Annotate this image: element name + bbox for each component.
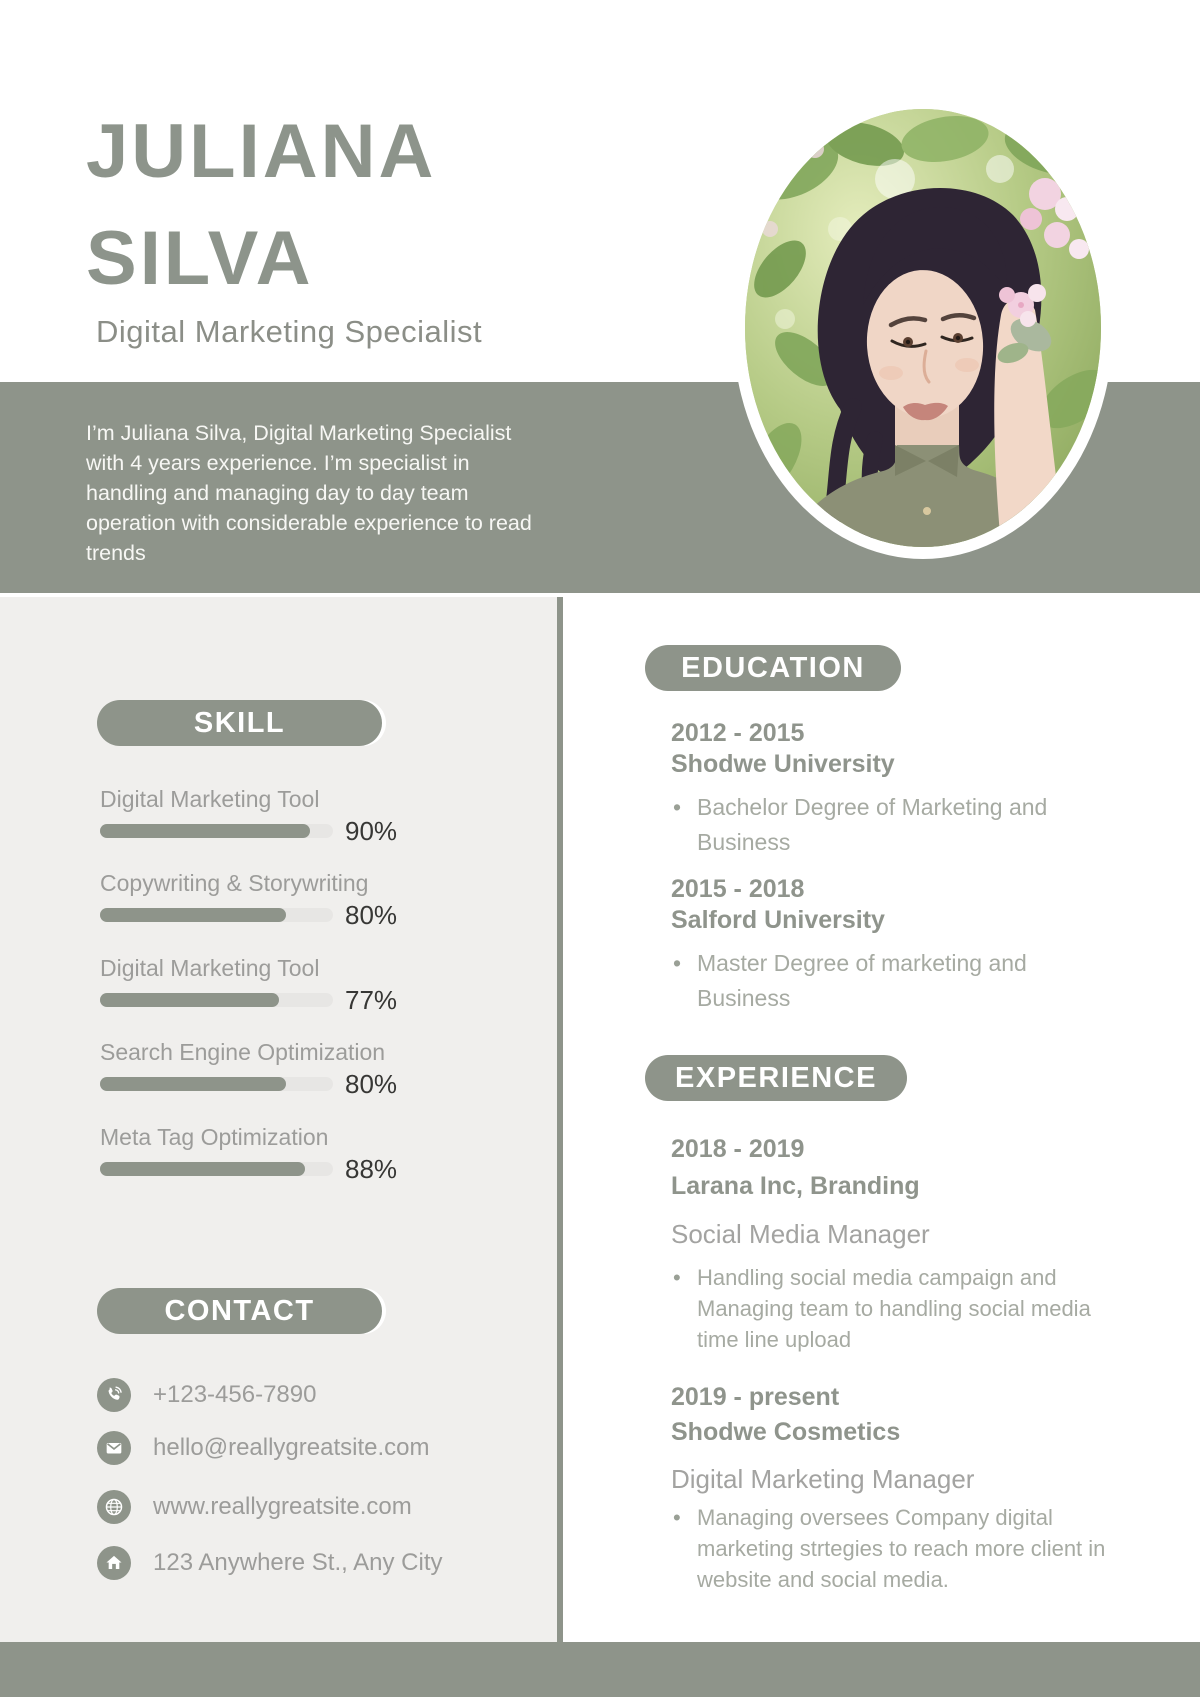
education-bullets bbox=[671, 790, 1053, 860]
email-address: hello@reallygreatsite.com bbox=[153, 1434, 430, 1461]
street-address: 123 Anywhere St., Any City bbox=[153, 1549, 443, 1576]
experience-bullet: • Managing oversees Company digital marketing strtegies to reach more client in website and social media. bbox=[671, 1502, 1129, 1595]
experience-section-heading: EXPERIENCE bbox=[645, 1055, 907, 1101]
portrait-illustration bbox=[745, 109, 1101, 547]
education-period: 2015 - 2018 bbox=[671, 875, 805, 903]
skill-label: Search Engine Optimization bbox=[100, 1039, 386, 1065]
skill-item bbox=[100, 1039, 470, 1099]
phone-number: +123-456-7890 bbox=[153, 1381, 317, 1408]
skill-item bbox=[100, 1124, 470, 1184]
contact-item-phone bbox=[97, 1378, 316, 1412]
education-bullets bbox=[671, 946, 1053, 1016]
education-section-heading: EDUCATION bbox=[645, 645, 901, 691]
skill-bar-fill bbox=[100, 993, 279, 1007]
skill-item bbox=[100, 870, 470, 930]
name-line-2: SILVA bbox=[86, 216, 314, 301]
globe-icon bbox=[97, 1490, 131, 1524]
skill-bar-track bbox=[100, 824, 333, 838]
website-url: www.reallygreatsite.com bbox=[153, 1493, 412, 1520]
experience-period: 2018 - 2019 bbox=[671, 1135, 805, 1163]
skill-percent: 88% bbox=[345, 1154, 398, 1184]
skill-label: Digital Marketing Tool bbox=[100, 786, 320, 812]
contact-section-heading: CONTACT bbox=[97, 1288, 382, 1334]
skill-percent: 77% bbox=[345, 985, 398, 1015]
contact-item-email bbox=[97, 1431, 429, 1465]
mail-icon bbox=[97, 1431, 131, 1465]
education-bullet: • Bachelor Degree of Marketing and Business bbox=[671, 790, 1053, 860]
page-title bbox=[86, 98, 436, 312]
education-bullet: • Master Degree of marketing and Business bbox=[671, 946, 1053, 1016]
contact-item-website bbox=[97, 1490, 412, 1524]
skill-percent: 90% bbox=[345, 816, 398, 846]
experience-role: Social Media Manager bbox=[671, 1219, 930, 1249]
home-icon bbox=[97, 1546, 131, 1580]
footer-band bbox=[0, 1642, 1200, 1697]
skill-bar-fill bbox=[100, 1162, 305, 1176]
skill-item bbox=[100, 786, 470, 846]
experience-bullet: • Handling social media campaign and Managing team to handling social media time line upload bbox=[671, 1262, 1129, 1355]
experience-company: Shodwe Cosmetics bbox=[671, 1418, 901, 1446]
skill-bar-track bbox=[100, 1162, 333, 1176]
skill-bar-track bbox=[100, 908, 333, 922]
experience-bullets bbox=[671, 1502, 1129, 1595]
about-text: I’m Juliana Silva, Digital Marketing Specialist with 4 years experience. I’m specialist in handling and managing day to day team operation with considerable experience to read trends bbox=[86, 420, 532, 565]
experience-bullets bbox=[671, 1262, 1129, 1355]
skill-label: Digital Marketing Tool bbox=[100, 955, 320, 981]
education-school: Salford University bbox=[671, 906, 885, 934]
education-school: Shodwe University bbox=[671, 750, 895, 778]
left-sidebar bbox=[0, 597, 557, 1642]
skill-item bbox=[100, 955, 470, 1015]
education-period: 2012 - 2015 bbox=[671, 719, 805, 747]
experience-period: 2019 - present bbox=[671, 1383, 840, 1411]
phone-icon bbox=[97, 1378, 131, 1412]
experience-company: Larana Inc, Branding bbox=[671, 1172, 920, 1200]
contact-item-address bbox=[97, 1546, 443, 1580]
column-divider bbox=[557, 597, 563, 1642]
portrait-photo bbox=[733, 97, 1113, 559]
skill-label: Meta Tag Optimization bbox=[100, 1124, 329, 1150]
skill-percent: 80% bbox=[345, 1069, 398, 1099]
job-title: Digital Marketing Specialist bbox=[96, 314, 483, 349]
experience-role: Digital Marketing Manager bbox=[671, 1464, 975, 1494]
skill-percent: 80% bbox=[345, 900, 398, 930]
skill-bar-fill bbox=[100, 1077, 286, 1091]
skill-bar-fill bbox=[100, 908, 286, 922]
skill-section-heading: SKILL bbox=[97, 700, 382, 746]
skill-bar-track bbox=[100, 993, 333, 1007]
skill-label: Copywriting & Storywriting bbox=[100, 870, 369, 896]
skill-bar-track bbox=[100, 1077, 333, 1091]
name-line-1: JULIANA bbox=[86, 109, 437, 194]
skill-bar-fill bbox=[100, 824, 310, 838]
